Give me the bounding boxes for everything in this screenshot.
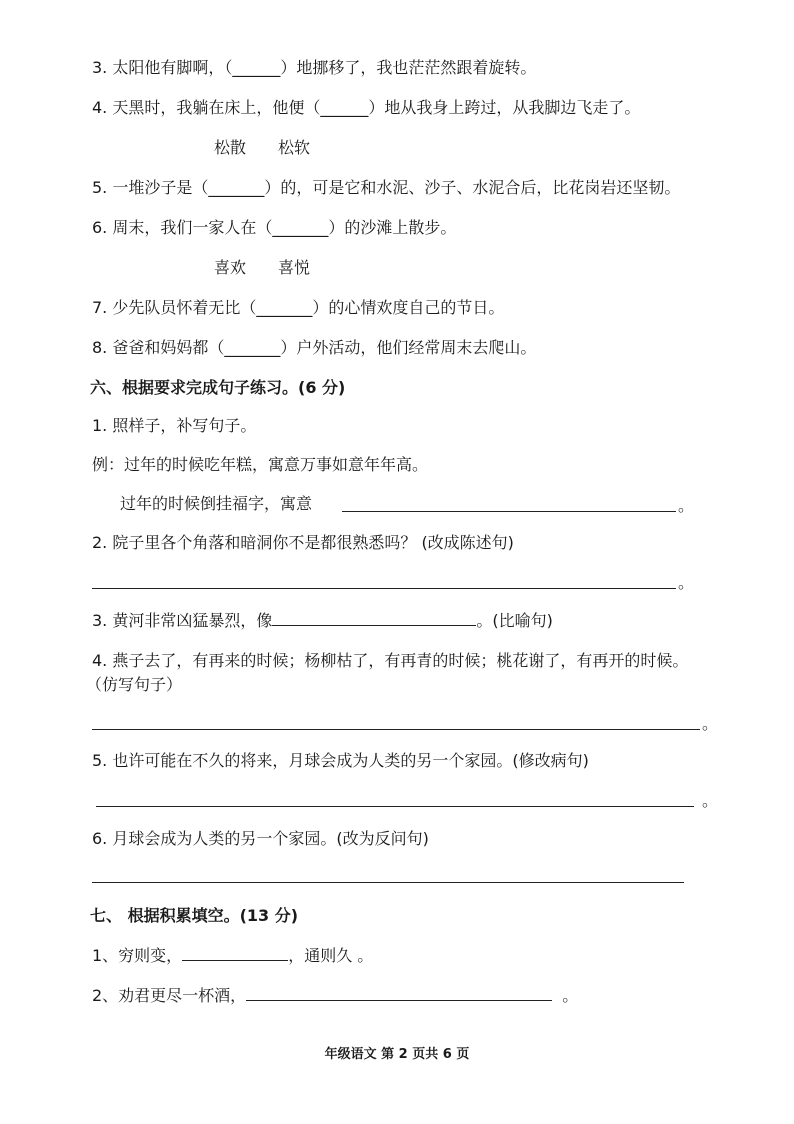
blank-q8[interactable]: _______: [224, 338, 281, 357]
answer-line-s6q5[interactable]: [96, 806, 694, 807]
word-option-2: 喜悦: [278, 258, 311, 277]
s6-question-5: 5. 也许可能在不久的将来，月球会成为人类的另一个家园。(修改病句): [92, 751, 589, 770]
period: 。: [702, 714, 719, 733]
answer-blank-s6q3[interactable]: [272, 611, 476, 626]
period: 。: [678, 573, 695, 592]
blank-q5[interactable]: _______: [208, 178, 265, 197]
period: 。: [678, 496, 695, 515]
s7-question-1: 1、穷则变， ，通则久 。: [92, 946, 374, 965]
s6-question-2: 2. 院子里各个角落和暗洞你不是都很熟悉吗？ (改成陈述句): [92, 533, 514, 552]
s6-question-6: 6. 月球会成为人类的另一个家园。(改为反问句): [92, 829, 429, 848]
question-8: 8. 爸爸和妈妈都（_______）户外活动，他们经常周末去爬山。: [92, 338, 537, 357]
blank-q4[interactable]: ______: [320, 98, 369, 117]
page-footer: 年级语文 第 2 页共 6 页: [324, 1047, 470, 1062]
s6-question-3: 3. 黄河非常凶猛暴烈，像 。(比喻句): [92, 611, 553, 630]
answer-line-s6q1[interactable]: [342, 511, 676, 512]
answer-line-s6q4[interactable]: [92, 729, 700, 730]
s6-example: 例：过年的时候吃年糕，寓意万事如意年年高。: [92, 455, 429, 474]
question-6: 6. 周末，我们一家人在（_______）的沙滩上散步。: [92, 218, 457, 237]
section-6-title: 六、根据要求完成句子练习。(6 分): [90, 378, 346, 397]
word-option-1: 松散: [214, 138, 247, 157]
s6-question-4-note: （仿写句子）: [86, 675, 183, 694]
word-choice-2: [214, 258, 310, 278]
blank-q7[interactable]: _______: [256, 298, 313, 317]
question-7: 7. 少先队员怀着无比（_______）的心情欢度自己的节日。: [92, 298, 505, 317]
word-option-1: 喜欢: [214, 258, 247, 277]
answer-line-s6q2[interactable]: [92, 588, 676, 589]
word-option-2: 松软: [278, 138, 311, 157]
question-3: 3. 太阳他有脚啊，（______）地挪移了，我也茫茫然跟着旋转。: [92, 58, 537, 77]
answer-blank-s7q1[interactable]: [182, 946, 288, 961]
s6-question-4: 4. 燕子去了，有再来的时候；杨柳枯了，有再青的时候；桃花谢了，有再开的时候。: [92, 651, 689, 670]
blank-q6[interactable]: _______: [272, 218, 329, 237]
answer-line-s6q6[interactable]: [92, 882, 684, 883]
s7-question-2: 2、劝君更尽一杯酒， 。: [92, 986, 579, 1005]
question-4: 4. 天黑时，我躺在床上，他便（______）地从我身上跨过，从我脚边飞走了。: [92, 98, 641, 117]
blank-q3[interactable]: ______: [232, 58, 281, 77]
answer-blank-s7q2[interactable]: [246, 986, 552, 1001]
section-7-title: 七、 根据积累填空。(13 分): [90, 906, 299, 925]
s6-question-1: 1. 照样子，补写句子。: [92, 416, 257, 435]
period: 。: [702, 791, 719, 810]
s6-question-1-prompt: 过年的时候倒挂福字，寓意: [120, 494, 313, 513]
word-choice-1: [214, 138, 310, 158]
question-5: 5. 一堆沙子是（_______）的，可是它和水泥、沙子、水泥合后，比花岗岩还坚韧。: [92, 178, 681, 197]
